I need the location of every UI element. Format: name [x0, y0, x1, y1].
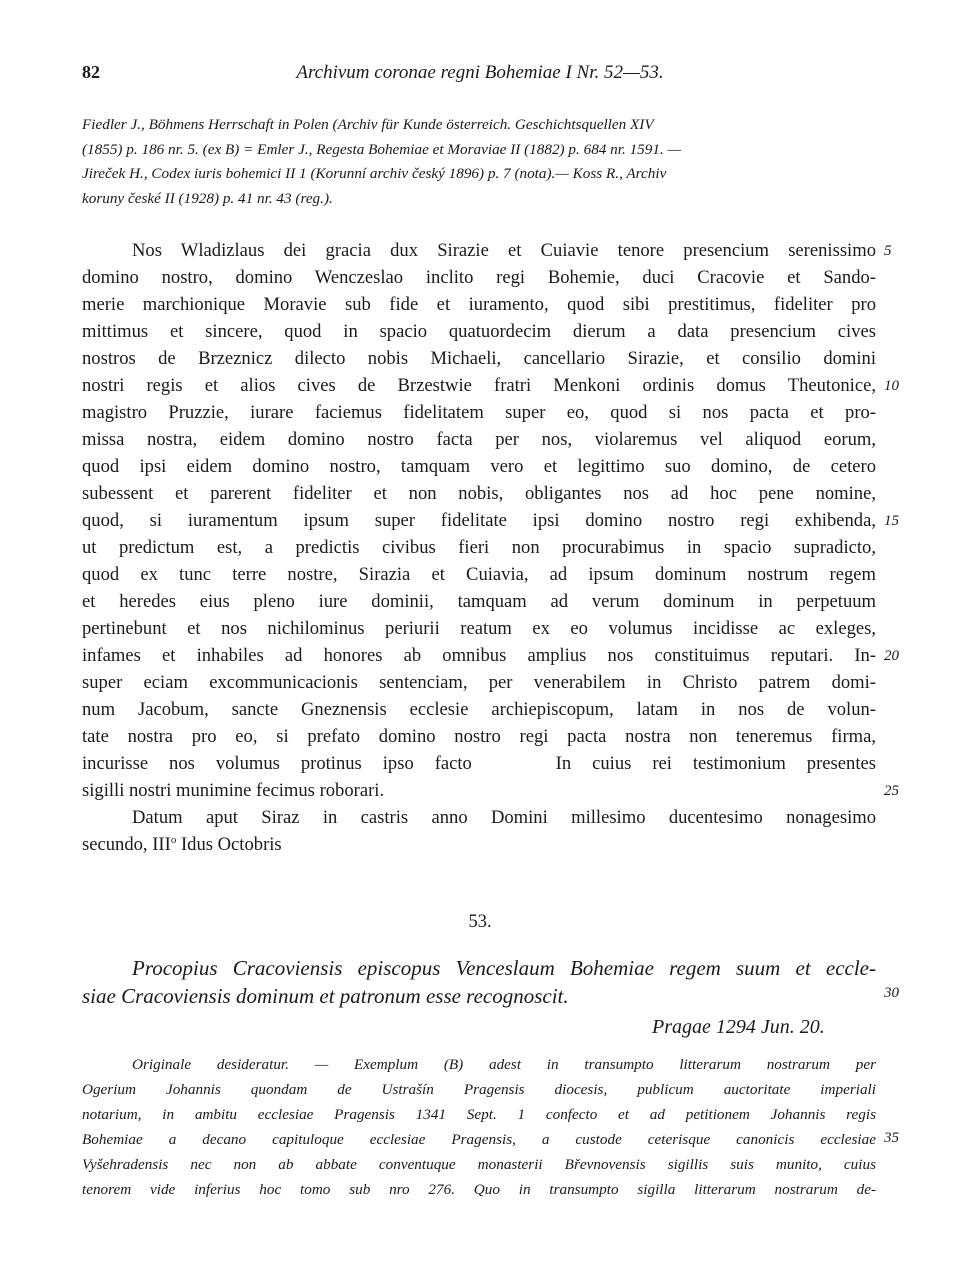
- line-number: 30: [884, 985, 899, 1001]
- body-line: num Jacobum, sancte Gneznensis ecclesie archiepiscopum, latam in nos de volun-: [82, 699, 876, 720]
- datum-text: Idus Octobris: [176, 834, 282, 855]
- datum-superscript: o: [170, 833, 177, 846]
- body-line: nostri regis et alios cives de Brzestwie fratri Menkoni ordinis domus Theutonice,: [82, 375, 876, 396]
- running-title: Archivum coronae regni Bohemiae I Nr. 52—53.: [296, 62, 664, 83]
- body-line: ut predictum est, a predictis civibus fieri non procurabimus in spacio supradicto,: [82, 537, 876, 558]
- line-number: 5: [884, 243, 892, 259]
- body-line: infames et inhabiles ad honores ab omnibus amplius nos constituimus reputari. In-: [82, 645, 876, 666]
- body-line: Nos Wladizlaus dei gracia dux Sirazie et Cuiavie tenore presencium serenissimo: [132, 240, 876, 261]
- document-number: 53.: [468, 912, 492, 932]
- body-line: missa nostra, eidem domino nostro facta per nos, violaremus vel aliquod eorum,: [82, 429, 876, 450]
- note-line: tenorem vide inferius hoc tomo sub nro 276. Quo in transumpto sigilla litterarum nostrarum de-: [82, 1181, 876, 1198]
- datum-line: Datum aput Siraz in castris anno Domini millesimo ducentesimo nonagesimo: [132, 807, 876, 828]
- dateline: Pragae 1294 Jun. 20.: [652, 1016, 825, 1038]
- body-line: merie marchionique Moravie sub fide et iuramento, quod sibi prestitimus, fideliter pro: [82, 294, 876, 315]
- line-number: 10: [884, 378, 899, 394]
- reference-line: koruny české II (1928) p. 41 nr. 43 (reg.).: [82, 190, 333, 207]
- page-number: 82: [82, 62, 100, 82]
- body-line: domino nostro, domino Wenczeslao inclito regi Bohemie, duci Cracovie et Sando-: [82, 267, 876, 288]
- note-line: Bohemiae a decano capituloque ecclesiae Pragensis, a custode ceterisque canonicis ecclesiae: [82, 1131, 876, 1148]
- body-line: magistro Pruzzie, iurare faciemus fidelitatem super eo, quod si nos pacta et pro-: [82, 402, 876, 423]
- note-line: Originale desideratur. — Exemplum (B) adest in transumpto litterarum nostrarum per: [132, 1056, 876, 1073]
- summary-line: Procopius Cracoviensis episcopus Venceslaum Bohemiae regem suum et eccle-: [132, 956, 876, 980]
- body-line: super eciam excommunicacionis sentenciam, per venerabilem in Christo patrem domi-: [82, 672, 876, 693]
- reference-line: (1855) p. 186 nr. 5. (ex B) = Emler J., Regesta Bohemiae et Moraviae II (1882) p. 684 nr. 1591. —: [82, 141, 682, 158]
- body-line: quod, si iuramentum ipsum super fidelitate ipsi domino nostro regi exhibenda,: [82, 510, 876, 531]
- body-line: quod ex tunc terre nostre, Sirazia et Cuiavia, ad ipsum dominum nostrum regem: [82, 564, 876, 585]
- body-line: sigilli nostri munimine fecimus roborari.: [82, 780, 385, 801]
- note-line: Ogerium Johannis quondam de Ustrašín Pragensis diocesis, publicum auctoritate imperiali: [82, 1081, 876, 1098]
- body-line: quod ipsi eidem domino nostro, tamquam vero et legittimo suo domino, de cetero: [82, 456, 876, 477]
- line-number: 35: [884, 1130, 899, 1146]
- body-line: mittimus et sincere, quod in spacio quatuordecim dierum a data presencium cives: [82, 321, 876, 342]
- body-line: tate nostra pro eo, si prefato domino nostro regi pacta nostra non teneremus firma,: [82, 726, 876, 747]
- note-line: notarium, in ambitu ecclesiae Pragensis 1341 Sept. 1 confecto et ad petitionem Johannis regis: [82, 1106, 876, 1123]
- line-number: 25: [884, 783, 899, 799]
- body-line: incurisse nos volumus protinus ipso facto In cuius rei testimonium presentes: [82, 753, 876, 774]
- body-line: nostros de Brzeznicz dilecto nobis Michaeli, cancellario Sirazie, et consilio domini: [82, 348, 876, 369]
- line-number: 20: [884, 648, 899, 664]
- reference-line: Fiedler J., Böhmens Herrschaft in Polen (Archiv für Kunde österreich. Geschichtsquellen XIV: [82, 116, 654, 133]
- body-line: subessent et parerent fideliter et non nobis, obligantes nos ad hoc pene nomine,: [82, 483, 876, 504]
- summary-line: siae Cracoviensis dominum et patronum esse recognoscit.: [82, 984, 569, 1008]
- line-number: 15: [884, 513, 899, 529]
- datum-text: secundo, III: [82, 834, 171, 855]
- reference-line: Jireček H., Codex iuris bohemici II 1 (Korunní archiv český 1896) p. 7 (nota).— Koss R., Archiv: [82, 165, 667, 182]
- datum-line-end: [82, 834, 876, 856]
- note-line: Vyšehradensis nec non ab abbate conventuque monasterii Břevnovensis sigillis suis munito, cuius: [82, 1156, 876, 1173]
- body-line: et heredes eius pleno iure dominii, tamquam ad verum dominum in perpetuum: [82, 591, 876, 612]
- body-line: pertinebunt et nos nichilominus periurii reatum ex eo volumus incidisse ac exleges,: [82, 618, 876, 639]
